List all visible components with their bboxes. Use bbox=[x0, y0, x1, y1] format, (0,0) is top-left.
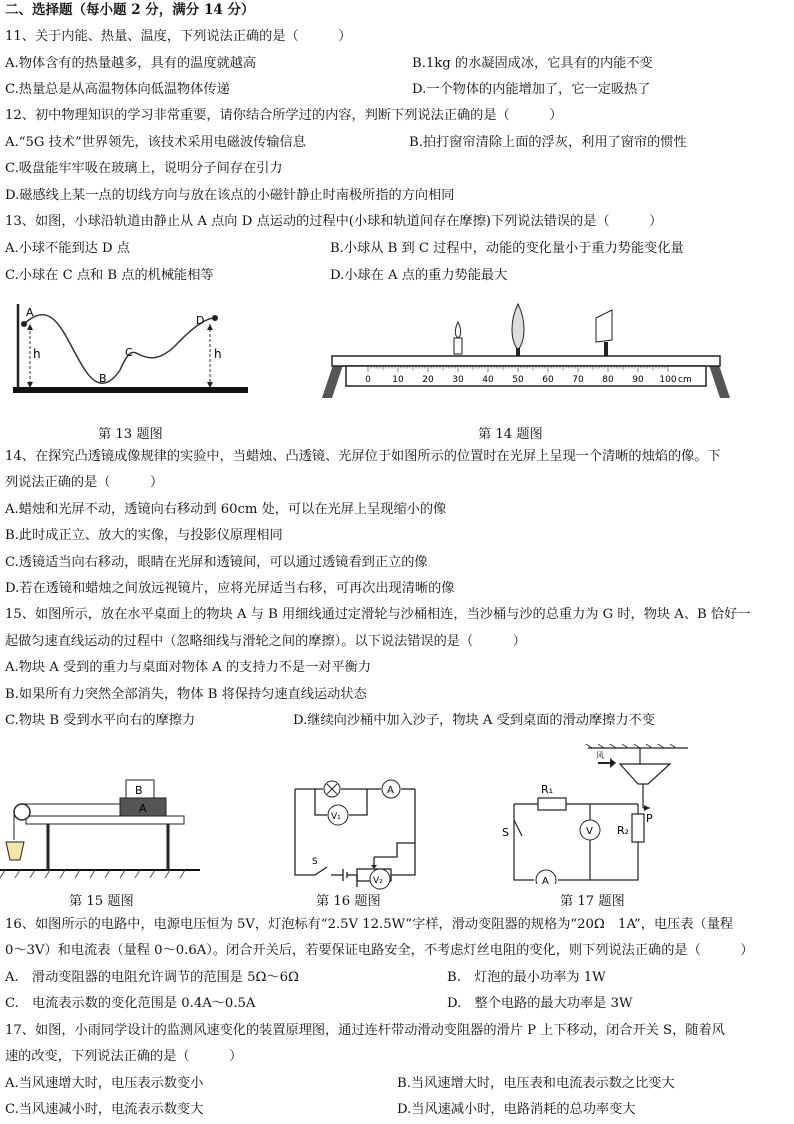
q13-option-c: C.小球在 C 点和 B 点的机械能相等 bbox=[5, 268, 214, 283]
q14-option-a: A.蜡烛和光屏不动，透镜向右移动到 60cm 处，可以在光屏上呈现缩小的像 bbox=[5, 502, 447, 517]
ball-a-marker bbox=[21, 321, 27, 327]
figure-13-track bbox=[10, 300, 250, 400]
q12-stem: 12、初中物理知识的学习非常重要，请你结合所学过的内容，判断下列说法正确的是（ ） bbox=[5, 108, 563, 123]
label-r2: R₂ bbox=[617, 824, 630, 837]
q16-stem-line2: 0～3V）和电流表（量程 0～0.6A）。闭合开关后，若要保证电路安全，不考虑灯丝电阻的变化，则下列说法正确的是（ ） bbox=[5, 943, 754, 958]
q11-option-d: D.一个物体的内能增加了，它一定吸热了 bbox=[412, 82, 651, 97]
ruler-tick-label: 30 bbox=[452, 375, 464, 385]
q14-option-d: D.若在透镜和蜡烛之间放远视镜片，应将光屏适当右移，可再次出现清晰的像 bbox=[5, 581, 455, 596]
ruler-tick-label: 100 bbox=[659, 375, 677, 385]
figure-16-circuit bbox=[285, 775, 425, 887]
q17-option-b: B.当风速增大时，电压表和电流表示数之比变大 bbox=[397, 1076, 675, 1091]
resistor-r1 bbox=[538, 798, 566, 810]
label-voltmeter: V bbox=[586, 826, 593, 837]
q12-option-d: D.磁感线上某一点的切线方向与放在该点的小磁针静止时南极所指的方向相同 bbox=[5, 188, 455, 203]
label-h-right: h bbox=[214, 347, 222, 361]
label-switch: S bbox=[312, 857, 318, 867]
q13-option-a: A.小球不能到达 D 点 bbox=[5, 241, 130, 256]
label-b: B bbox=[99, 372, 107, 385]
ruler-tick-label: 70 bbox=[572, 375, 584, 385]
q15-option-a: A.物块 A 受到的重力与桌面对物体 A 的支持力不是一对平衡力 bbox=[5, 660, 372, 675]
q17-option-c: C.当风速减小时，电流表示数变大 bbox=[5, 1102, 204, 1117]
label-wind: 风 bbox=[596, 751, 604, 760]
ruler-tick-label: 80 bbox=[602, 375, 614, 385]
label-ammeter: A bbox=[542, 876, 549, 884]
q13-option-b: B.小球从 B 到 C 过程中，动能的变化量小于重力势能变化量 bbox=[330, 241, 684, 256]
q16-option-c: C. 电流表示数的变化范围是 0.4A～0.5A bbox=[5, 996, 256, 1011]
q15-stem-line2: 起做匀速直线运动的过程中（忽略细线与滑轮之间的摩擦）。以下说法错误的是（ ） bbox=[5, 634, 526, 649]
figure-17-caption: 第 17 题图 bbox=[560, 894, 625, 909]
ball-d-marker bbox=[212, 315, 218, 321]
label-block-b: B bbox=[135, 784, 143, 797]
label-r1: R₁ bbox=[541, 783, 554, 796]
q16-option-d: D. 整个电路的最大功率是 3W bbox=[447, 996, 633, 1011]
convex-lens-icon bbox=[512, 304, 524, 350]
q15-option-d: D.继续向沙桶中加入沙子，物块 A 受到桌面的滑动摩擦力不变 bbox=[293, 713, 655, 728]
q17-option-a: A.当风速增大时，电压表示数变小 bbox=[5, 1076, 204, 1091]
q11-option-b: B.1kg 的水凝固成冰，它具有的内能不变 bbox=[412, 56, 653, 71]
q14-option-c: C.透镜适当向右移动，眼睛在光屏和透镜间，可以通过透镜看到正立的像 bbox=[5, 555, 428, 570]
ruler-tick-label: 60 bbox=[542, 375, 554, 385]
label-ammeter: A bbox=[387, 785, 394, 796]
figure-17-wind-circuit bbox=[500, 744, 700, 884]
q12-option-a: A.“5G 技术”世界领先，该技术采用电磁波传输信息 bbox=[5, 135, 306, 150]
candle-flame-icon bbox=[455, 322, 460, 338]
q16-stem-line1: 16、如图所示的电路中，电源电压恒为 5V，灯泡标有“2.5V 12.5W”字样，滑动变阻器的规格为“20Ω 1A”，电压表（量程 bbox=[5, 917, 734, 932]
voltmeter-v2 bbox=[362, 868, 402, 890]
light-screen bbox=[596, 310, 612, 342]
pulley-icon bbox=[14, 804, 30, 820]
q15-stem-line1: 15、如图所示，放在水平桌面上的物块 A 与 B 用细线通过定滑轮与沙桶相连，当沙桶与沙的总重力为 G 时，物块 A、B 恰好一 bbox=[5, 607, 751, 622]
ruler-tick-label: 0 bbox=[365, 375, 371, 385]
q12-option-b: B.拍打窗帘清除上面的浮灰，利用了窗帘的惯性 bbox=[409, 135, 687, 150]
candle bbox=[454, 338, 462, 354]
q14-stem-line1: 14、在探究凸透镜成像规律的实验中，当蜡烛、凸透镜、光屏位于如图所示的位置时在光屏上呈现一个清晰的烛焰的像。下 bbox=[5, 449, 721, 464]
ruler-tick-label: 10 bbox=[392, 375, 404, 385]
figure-15-caption: 第 15 题图 bbox=[69, 894, 134, 909]
q16-option-b: B. 灯泡的最小功率为 1W bbox=[447, 970, 606, 985]
ruler-unit: cm bbox=[678, 375, 692, 385]
q13-stem: 13、如图，小球沿轨道由静止从 A 点向 D 点运动的过程中(小球和轨道间存在摩擦)下列说法错误的是（ ） bbox=[5, 214, 663, 229]
label-v1: V₁ bbox=[331, 812, 341, 822]
section-header: 二、选择题（每小题 2 分，满分 14 分） bbox=[5, 2, 255, 18]
figure-16-caption: 第 16 题图 bbox=[316, 894, 381, 909]
resistor-r2 bbox=[632, 814, 644, 842]
figure-14-caption: 第 14 题图 bbox=[478, 427, 543, 442]
q13-option-d: D.小球在 A 点的重力势能最大 bbox=[330, 268, 508, 283]
figure-14-optical-bench bbox=[318, 300, 733, 410]
q17-stem-line2: 速的改变，下列说法正确的是（ ） bbox=[5, 1049, 243, 1064]
label-switch: S bbox=[502, 826, 509, 839]
q11-option-a: A.物体含有的热量越多，具有的温度就越高 bbox=[5, 56, 257, 71]
q15-option-c: C.物块 B 受到水平向右的摩擦力 bbox=[5, 713, 196, 728]
label-slider-p: P bbox=[646, 812, 653, 825]
q16-option-a: A. 滑动变阻器的电阻允许调节的范围是 5Ω～6Ω bbox=[5, 970, 299, 985]
label-a: A bbox=[26, 306, 34, 319]
svg-text:V₂: V₂ bbox=[373, 876, 383, 886]
ruler-tick-label: 20 bbox=[422, 375, 434, 385]
q14-stem-line2: 列说法正确的是（ ） bbox=[5, 475, 164, 490]
label-d: D bbox=[196, 314, 205, 327]
figure-15-pulley-table bbox=[0, 770, 200, 885]
label-block-a: A bbox=[139, 802, 147, 815]
sand-bucket bbox=[6, 842, 24, 860]
q14-option-b: B.此时成正立、放大的实像，与投影仪原理相同 bbox=[5, 528, 283, 543]
ruler-tick-label: 50 bbox=[512, 375, 524, 385]
q17-stem-line1: 17、如图，小雨同学设计的监测风速变化的装置原理图，通过连杆带动滑动变阻器的滑片 P 上下移动，闭合开关 S，随着风 bbox=[5, 1023, 725, 1038]
q12-option-c: C.吸盘能牢牢吸在玻璃上，说明分子间存在引力 bbox=[5, 161, 283, 176]
q11-stem: 11、关于内能、热量、温度，下列说法正确的是（ ） bbox=[5, 29, 352, 44]
ruler-tick-label: 40 bbox=[482, 375, 494, 385]
q11-option-c: C.热量总是从高温物体向低温物体传递 bbox=[5, 82, 230, 97]
ruler-tick-label: 90 bbox=[632, 375, 644, 385]
label-h-left: h bbox=[33, 347, 41, 361]
label-c: C bbox=[125, 346, 133, 359]
q17-option-d: D.当风速减小时，电路消耗的总功率变大 bbox=[397, 1102, 636, 1117]
figure-13-caption: 第 13 题图 bbox=[98, 427, 163, 442]
q15-option-b: B.如果所有力突然全部消失，物体 B 将保持匀速直线运动状态 bbox=[5, 687, 367, 702]
